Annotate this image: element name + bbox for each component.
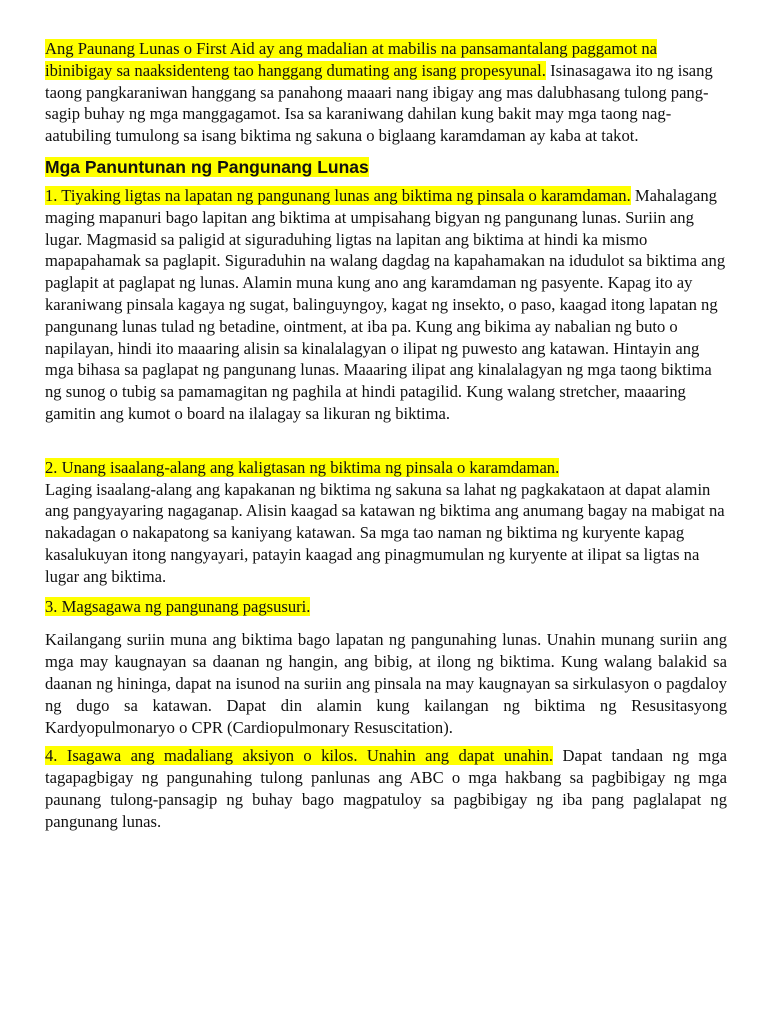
- rule-2-body: Laging isaalang-alang ang kapakanan ng biktima ng sakuna sa lahat ng pagkakataon at dapat alamin ang pangyayaring nagaganap. Alisin kaagad sa katawan ng biktima ang anumang bagay na mabigat na nakadagan o nakapatong sa kaniyang katawan. Sa mga tao naman ng biktima ng kuryente kapag kasalukuyan itong nangyayari, patayin kaagad ang pinagmumulan ng kuryente at ilipat sa ligtas na lugar ang biktima.: [45, 479, 725, 586]
- rule-1-body: Mahalagang maging mapanuri bago lapitan ang biktima at umpisahang bigyan ng pangunang lunas. Suriin ang lugar. Magmasid sa paligid at siguraduhing ligtas na lapitan ang biktima at hindi ka mismo mapapahamak sa paglapit. Siguraduhin na walang dagdag na kapahamakan na idudulot sa biktima ang paglapit at paglapat ng lunas. Alamin muna kung ano ang karamdaman ng pasyente. Kapag ito ay karaniwang pinsala kagaya ng sugat, balinguyngoy, kagat ng insekto, o paso, kaagad itong lapatan ng pangunang lunas tulad ng betadine, ointment, at iba pa. Kung ang bikima ay nabalian ng buto o napilayan, hindi ito maaaring alisin sa kinalalagyan o ilipat ng puwesto ang katawan. Hintayin ang mga bihasa sa paglapat ng pangunang lunas. Maaaring ilipat ang kinalalagyan ng mga taong biktima ng sunog o tubig sa pamamagitan ng paghila at hindi patagilid. Kung walang stretcher, maaaring gamitin ang kumot o board na ilalagay sa likuran ng biktima.: [45, 185, 726, 423]
- rule-4-paragraph: [45, 745, 727, 832]
- intro-paragraph: [45, 38, 727, 147]
- intro-body: Isinasagawa ito ng isang taong pangkaraniwan hanggang sa panahong maaari nang ibigay ang mas dalubhasang tulong pang-sagip buhay ng mga manggagamot. Isa sa karaniwang dahilan kung bakit may mga taong nag-aatubiling tumulong sa isang biktima ng sakuna o biglaang karamdaman ay kaba at takot.: [45, 60, 713, 146]
- rule-3-body: Kailangang suriin muna ang biktima bago lapatan ng pangunahing lunas. Unahin munang suriin ang mga may kaugnayan sa daanan ng hangin, ang bibig, at ilong ng biktima. Kung walang balakid sa daanan ng hininga, dapat na isunod na suriin ang pinsala na may kaugnayan sa sirkulasyon o pagdaloy ng dugo sa katawan. Dapat din alamin kung kailangan ng biktima ng Resusitasyong Kardyopulmonaryo o CPR (Cardiopulmonary Resuscitation).: [45, 630, 727, 737]
- rule-2-title: 2. Unang isaalang-alang ang kaligtasan ng biktima ng pinsala o karamdaman.: [45, 457, 560, 477]
- rule-3-title: 3. Magsagawa ng pangunang pagsusuri.: [45, 596, 311, 616]
- rule-4-title: 4. Isagawa ang madaliang aksiyon o kilos. Unahin ang dapat unahin.: [45, 746, 554, 766]
- intro-highlight: Ang Paunang Lunas o First Aid ay ang madalian at mabilis na pansamantalang paggamot na ibinibigay sa naaksidenteng tao hanggang dumating ang isang propesyunal.: [45, 39, 657, 80]
- section-heading: [45, 155, 727, 179]
- rule-3-title-paragraph: [45, 596, 727, 618]
- rule-1-title: 1. Tiyaking ligtas na lapatan ng pangunang lunas ang biktima ng pinsala o karamdaman.: [45, 185, 631, 205]
- document-page: [45, 38, 727, 833]
- section-heading-text: Mga Panuntunan ng Pangunang Lunas: [45, 156, 369, 177]
- rule-4-body: Dapat tandaan ng mga tagapagbigay ng pangunahing tulong panlunas ang ABC o mga hakbang sa pagbibigay ng mga paunang tulong-pansagip ng buhay bago magpatuloy sa pagbibigay ng iba pang paglalapat ng pangunang lunas.: [45, 746, 727, 831]
- rule-1-paragraph: [45, 185, 727, 425]
- rule-2-paragraph: [45, 457, 727, 588]
